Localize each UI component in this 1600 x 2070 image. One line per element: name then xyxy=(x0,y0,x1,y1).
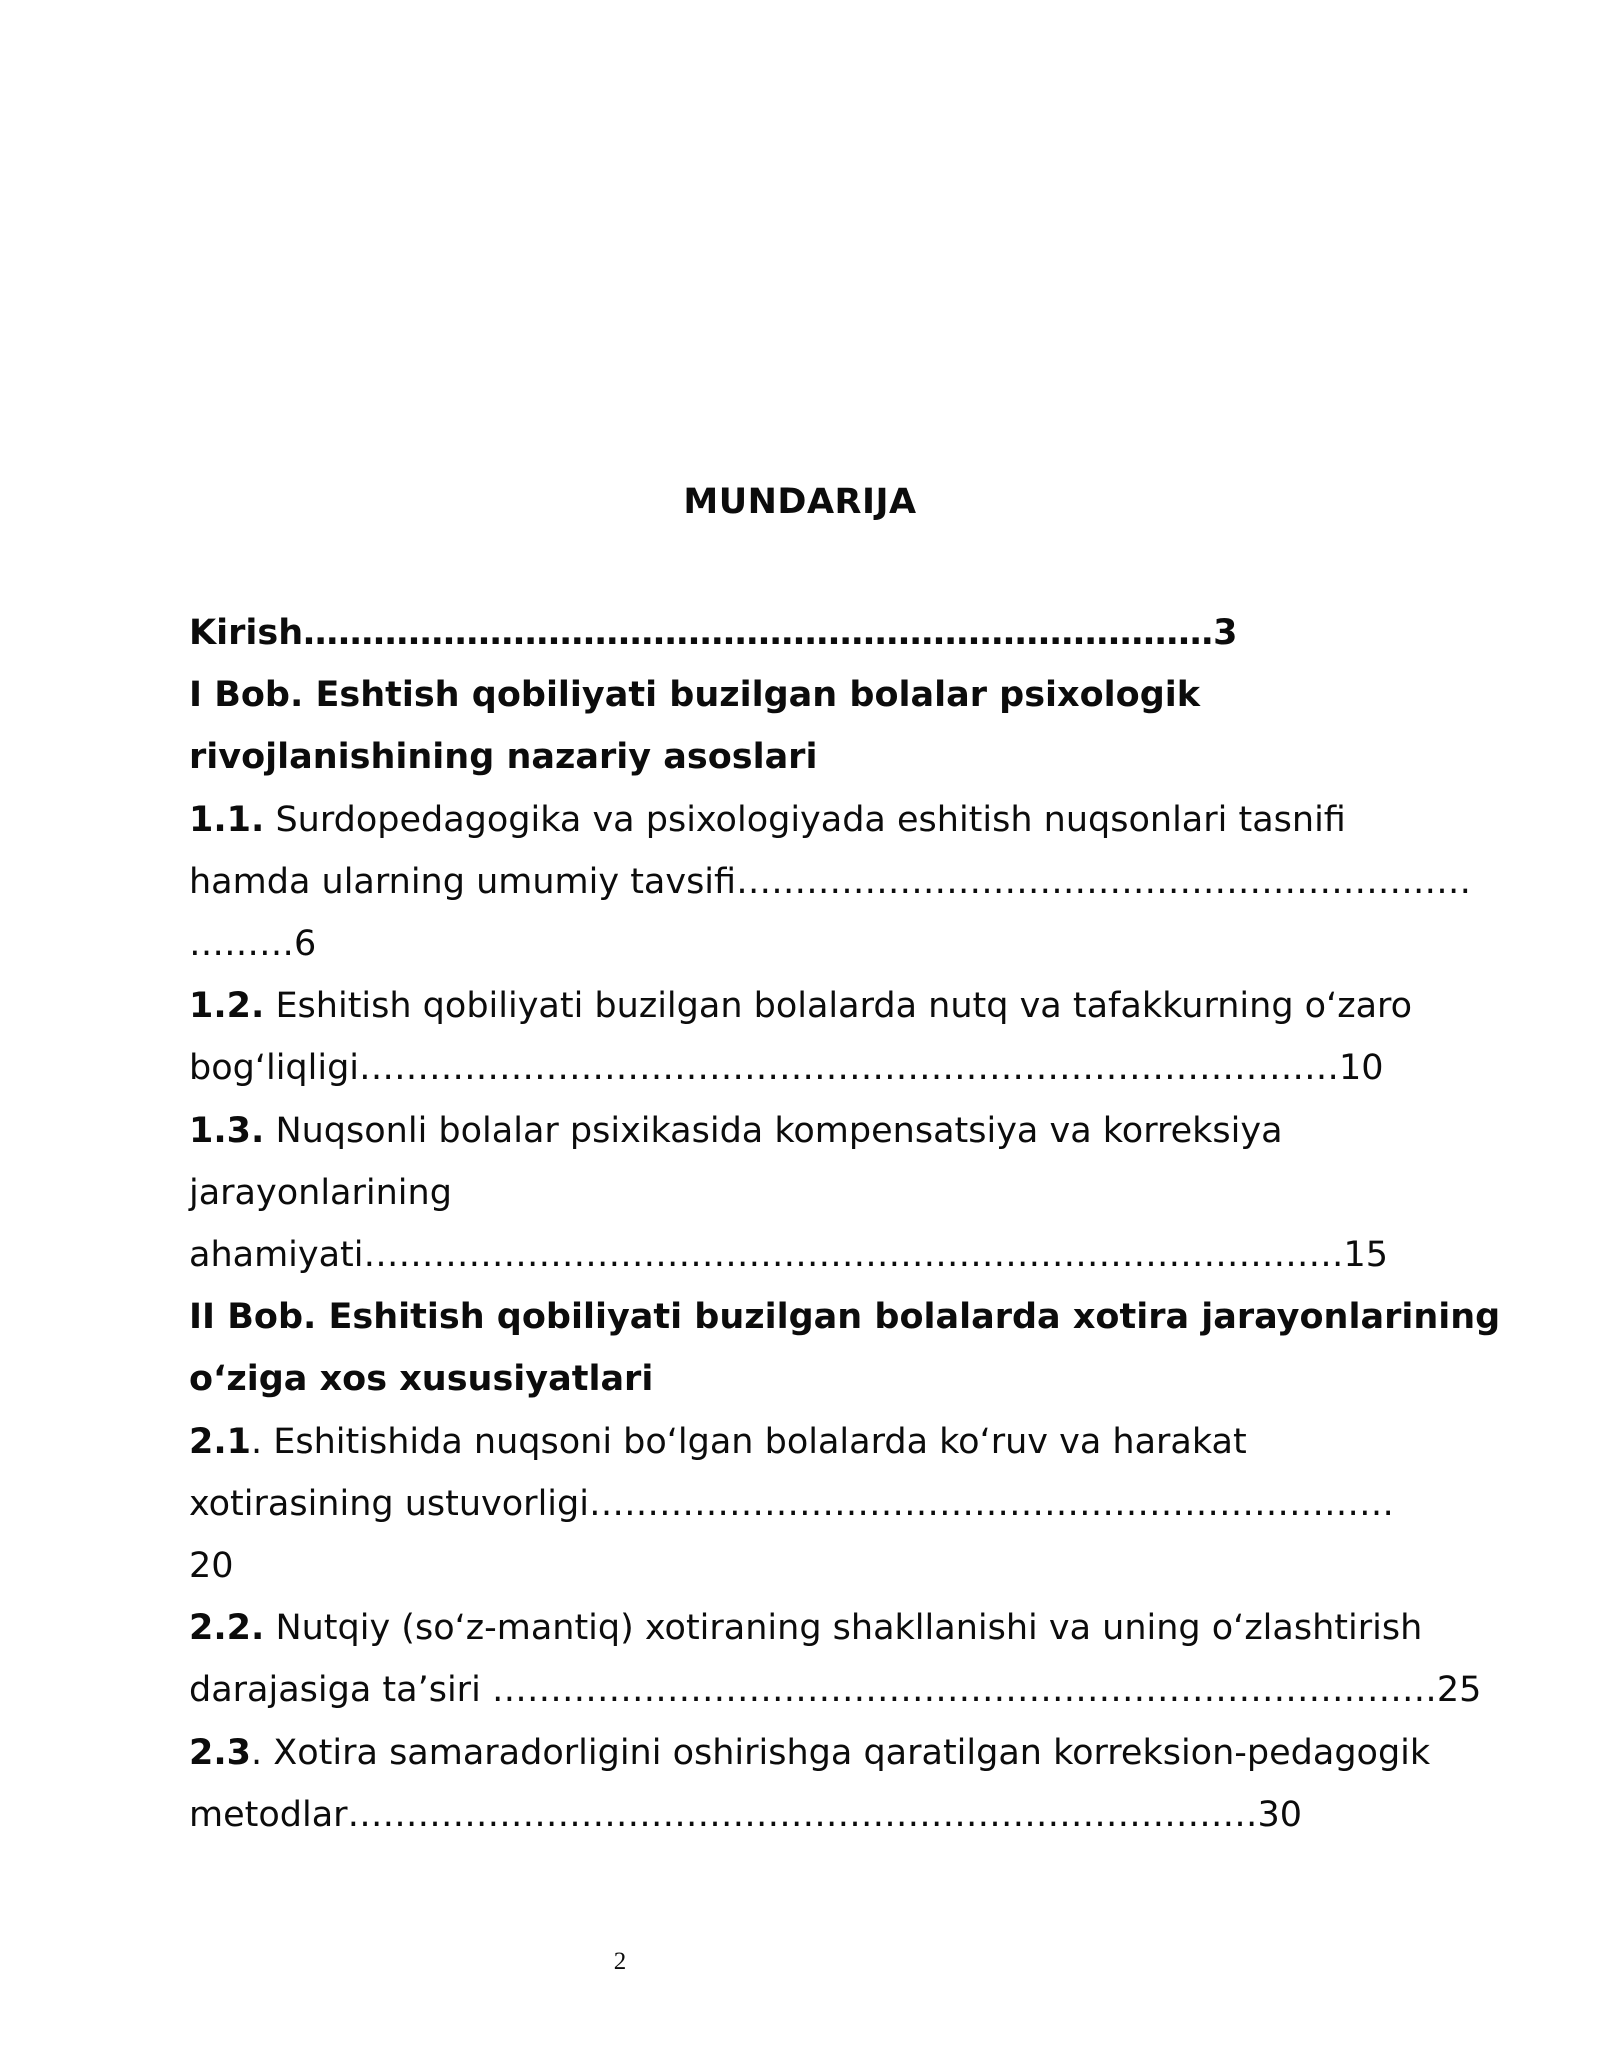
toc-line xyxy=(189,664,1419,726)
toc-line-text: bogʻliqligi…………………………………………………………………………10 xyxy=(189,1048,1384,1089)
toc-line xyxy=(189,1037,1419,1099)
toc-line-bold: 2.1 xyxy=(189,1421,252,1462)
toc-line-text: Nuqsonli bolalar psixikasida kompensatsiya va korreksiya xyxy=(264,1110,1283,1151)
toc-line xyxy=(189,1597,1423,1659)
toc-line xyxy=(189,1286,1501,1348)
toc-line-bold: Kirish……………………………………………………………………3 xyxy=(189,613,1238,653)
toc-line xyxy=(189,602,1419,664)
toc-line-text: metodlar……………………………………………………………………30 xyxy=(189,1794,1303,1835)
toc-line-bold: 2.2. xyxy=(189,1608,265,1649)
toc-line xyxy=(189,1348,1419,1410)
toc-line-text: . Eshitishida nuqsoni boʻlgan bolalarda koʻruv va harakat xyxy=(251,1421,1247,1462)
toc-line-text: hamda ularning umumiy tavsifi……………………………………………………… xyxy=(189,861,1472,902)
toc-line-text: Surdopedagogika va psixologiyada eshitish nuqsonlari tasnifi xyxy=(264,799,1346,840)
toc-line-text: ………6 xyxy=(189,924,317,965)
toc-line-text: xotirasining ustuvorligi…………………………………………………………… xyxy=(189,1483,1394,1524)
page-title: MUNDARIJA xyxy=(683,482,917,522)
toc-line xyxy=(189,789,1419,851)
toc-line xyxy=(189,913,1419,975)
toc-line xyxy=(189,1659,1482,1721)
table-of-contents xyxy=(189,602,1501,1846)
toc-line xyxy=(189,726,1419,788)
toc-line xyxy=(189,1722,1431,1784)
toc-line-bold: II Bob. Eshitish qobiliyati buzilgan bolalarda xotira jarayonlarining xyxy=(189,1297,1501,1338)
toc-line-text: 20 xyxy=(189,1546,234,1587)
toc-line-text: Nutqiy (soʻz-mantiq) xotiraning shakllanishi va uning oʻzlashtirish xyxy=(264,1608,1423,1649)
toc-line xyxy=(189,1100,1419,1162)
toc-line xyxy=(189,851,1472,913)
page-number: 2 xyxy=(613,1948,627,1975)
toc-line-bold: 1.2. xyxy=(189,986,265,1027)
toc-line xyxy=(189,1162,1419,1224)
toc-line-bold: oʻziga xos xususiyatlari xyxy=(189,1359,654,1400)
toc-line xyxy=(189,1784,1419,1846)
toc-line-bold: rivojlanishining nazariy asoslari xyxy=(189,737,818,778)
toc-line-text: darajasiga taʼsiri ………………………………………………………………………25 xyxy=(189,1670,1482,1711)
toc-line xyxy=(189,1473,1419,1535)
toc-line-text: ahamiyati…………………………………………………………………………15 xyxy=(189,1235,1389,1276)
toc-line-text: Eshitish qobiliyati buzilgan bolalarda nutq va tafakkurning oʻzaro xyxy=(264,986,1413,1027)
toc-line-text: jarayonlarining xyxy=(189,1172,452,1213)
toc-line-bold: 1.3. xyxy=(189,1110,265,1151)
toc-line xyxy=(189,975,1419,1037)
toc-line xyxy=(189,1224,1419,1286)
toc-line-bold: 2.3 xyxy=(189,1732,252,1773)
toc-line-text: . Xotira samaradorligini oshirishga qaratilgan korreksion-pedagogik xyxy=(251,1732,1431,1773)
toc-line xyxy=(189,1411,1419,1473)
toc-line-bold: 1.1. xyxy=(189,799,265,840)
toc-line xyxy=(189,1535,1419,1597)
toc-line-bold: I Bob. Eshtish qobiliyati buzilgan bolalar psixologik xyxy=(189,675,1201,716)
